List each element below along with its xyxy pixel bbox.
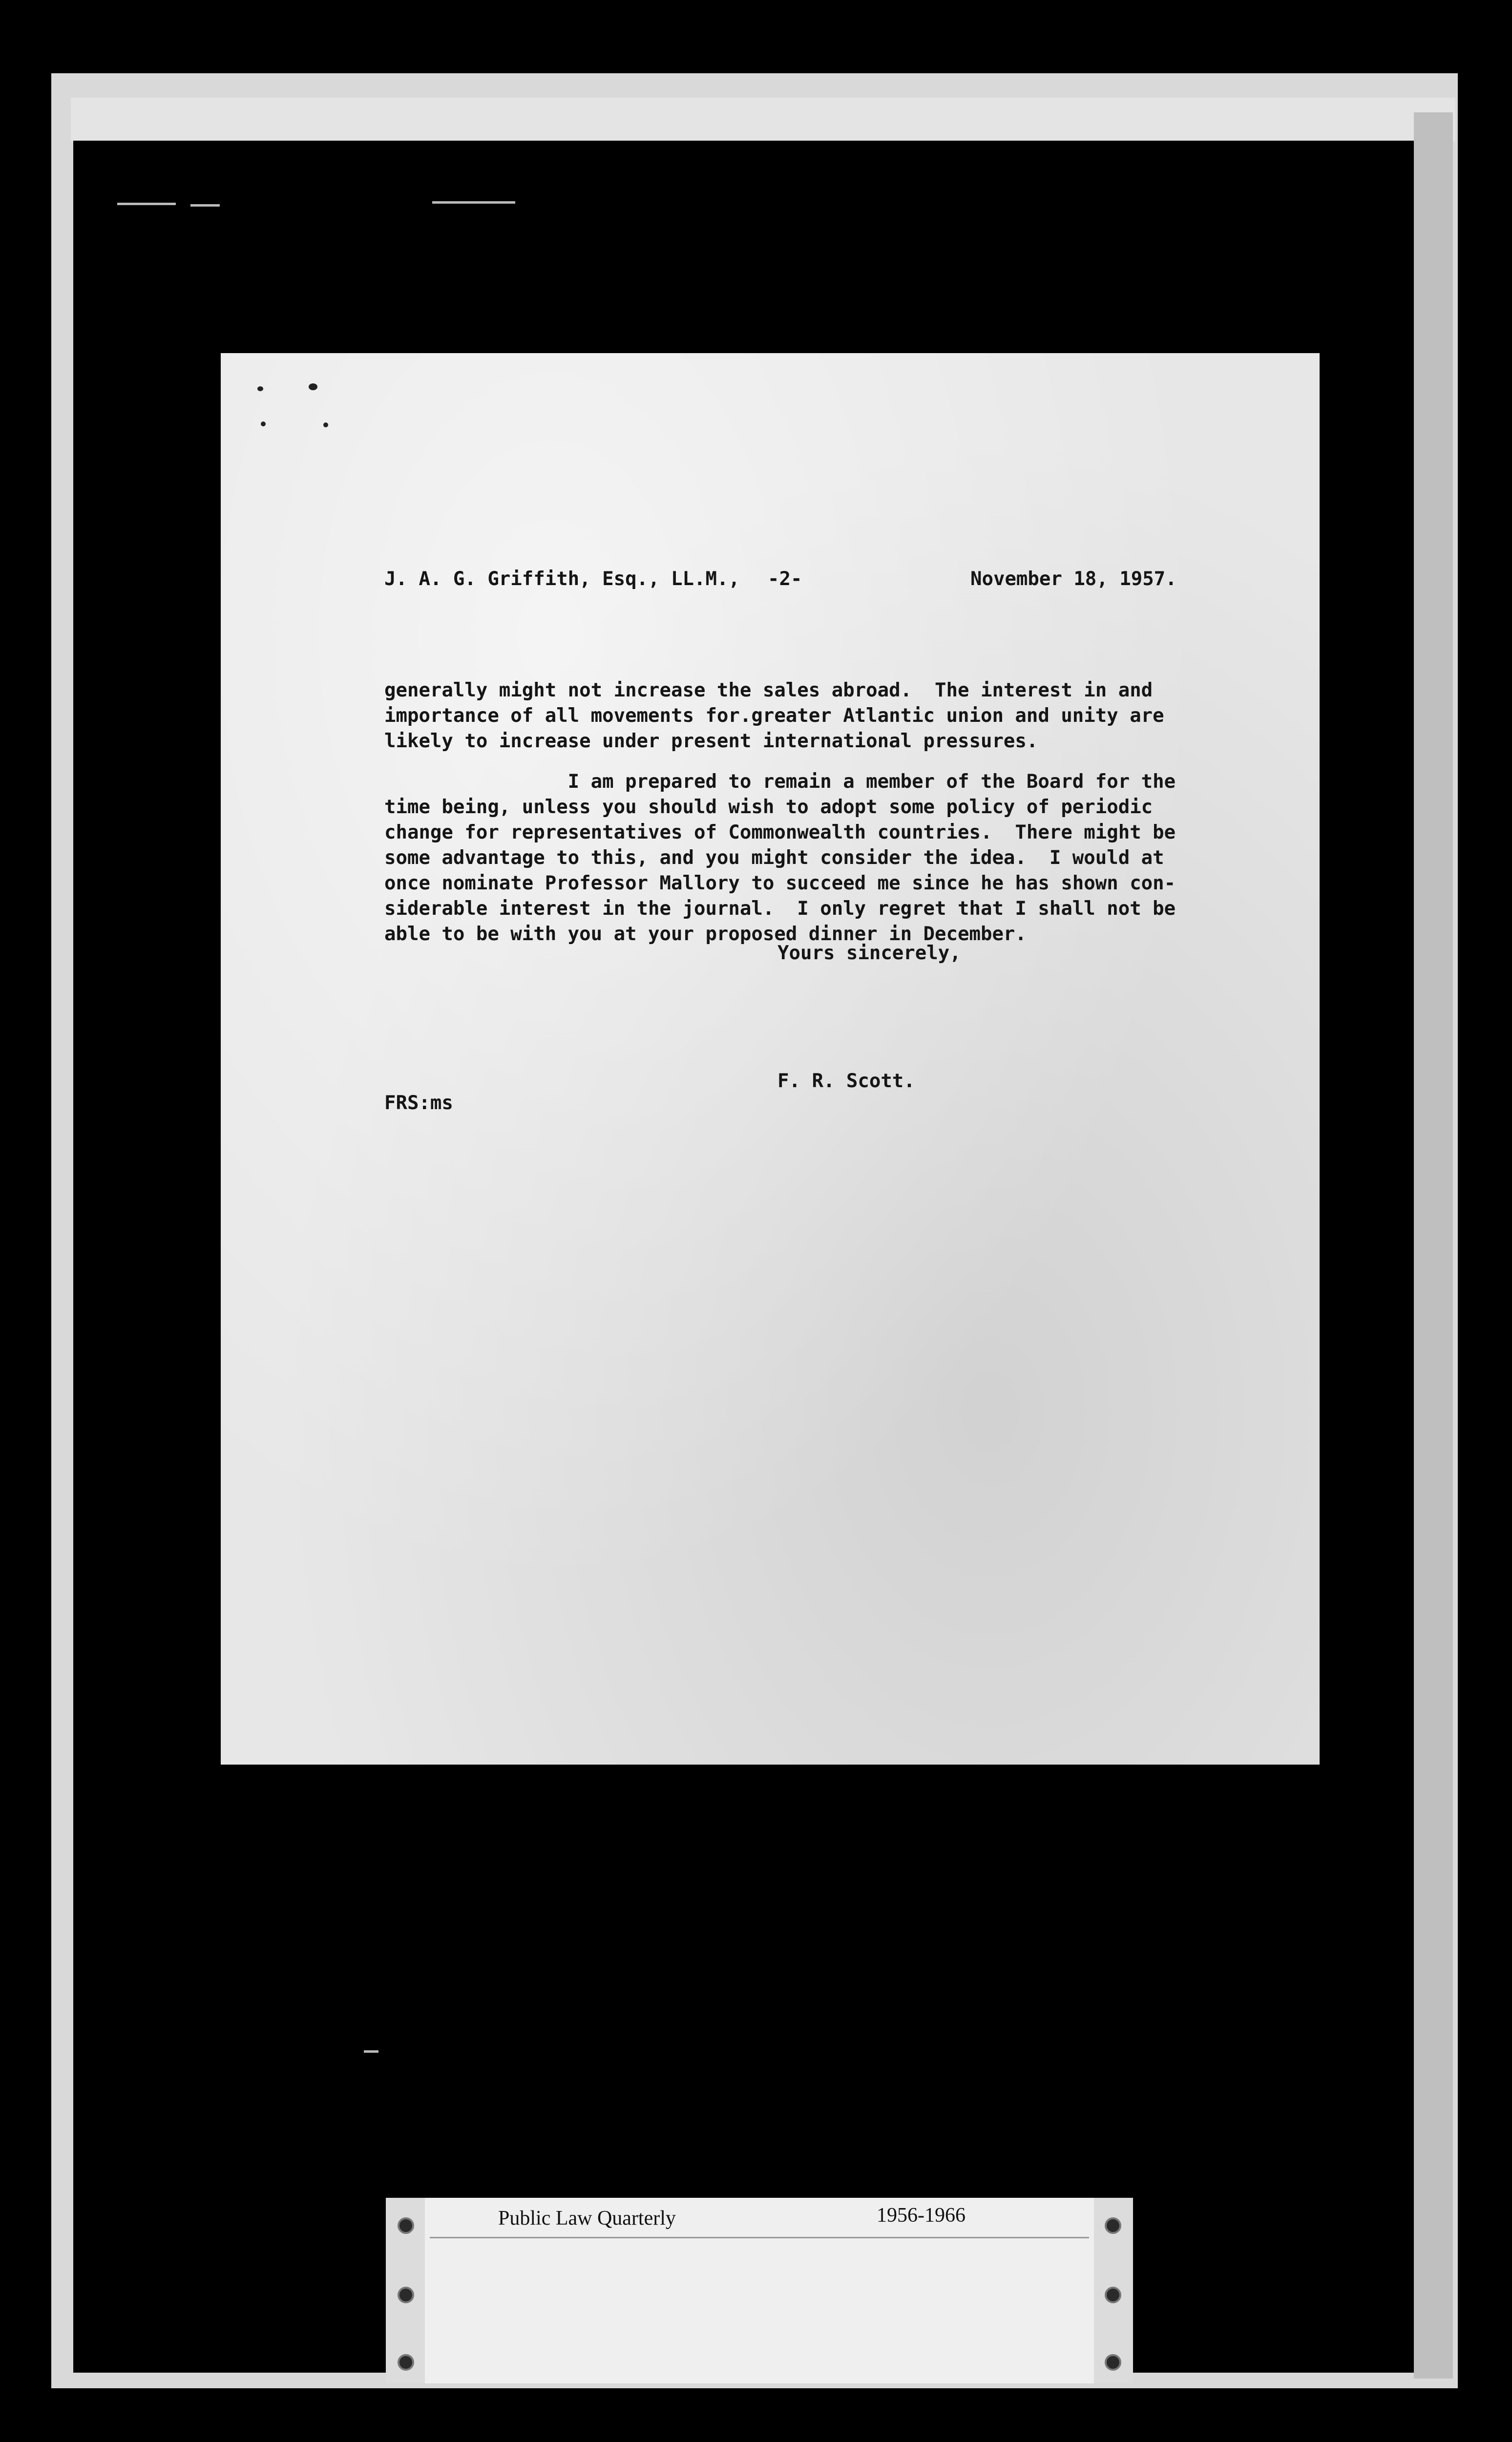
film-top-strip bbox=[71, 98, 1455, 142]
index-card bbox=[386, 2198, 1133, 2383]
punch-hole-icon bbox=[398, 2287, 414, 2303]
letter-paragraph: I am prepared to remain a member of the Board for the time being, unless you should wish to adopt some policy of periodic change for representatives of Commonwealth countries. There might be some advantage to this, and you might consider the idea. I would at once nominate Professor Mallory to succeed me since he has shown con- siderable interest in the journal. I only regret that I shall not be able to be with you at your proposed dinner in December. bbox=[384, 771, 1176, 945]
letter-page bbox=[221, 353, 1320, 1765]
film-scratch bbox=[364, 2050, 378, 2053]
punch-hole-icon bbox=[1105, 2354, 1121, 2371]
film-scratch bbox=[432, 201, 515, 204]
card-title: Public Law Quarterly bbox=[498, 2207, 676, 2230]
typist-initials: FRS:ms bbox=[384, 1092, 453, 1114]
card-punch-strip-left bbox=[386, 2198, 425, 2383]
punch-hole-icon bbox=[1105, 2287, 1121, 2303]
page-speck bbox=[261, 421, 266, 426]
letter-page-number: -2- bbox=[768, 568, 802, 590]
film-scratch bbox=[117, 203, 176, 205]
letter-recipient: J. A. G. Griffith, Esq., LL.M., bbox=[384, 568, 740, 590]
letter-paragraph: generally might not increase the sales abroad. The interest in and importance of all movements for.greater Atlantic union and unity are likely to increase under present international pressures. bbox=[384, 679, 1164, 752]
punch-hole-icon bbox=[398, 2354, 414, 2371]
card-punch-strip-right bbox=[1094, 2198, 1133, 2383]
page-speck bbox=[309, 383, 317, 390]
letter-signature: F. R. Scott. bbox=[777, 1070, 915, 1092]
letter-closing: Yours sincerely, bbox=[777, 942, 961, 964]
punch-hole-icon bbox=[1105, 2217, 1121, 2234]
card-years: 1956-1966 bbox=[877, 2204, 966, 2227]
page-speck bbox=[323, 422, 328, 427]
film-scratch bbox=[190, 204, 220, 207]
page-speck bbox=[257, 386, 263, 391]
film-right-strip bbox=[1414, 112, 1453, 2379]
letter-date: November 18, 1957. bbox=[970, 568, 1177, 590]
punch-hole-icon bbox=[398, 2217, 414, 2234]
card-rule bbox=[430, 2237, 1089, 2238]
